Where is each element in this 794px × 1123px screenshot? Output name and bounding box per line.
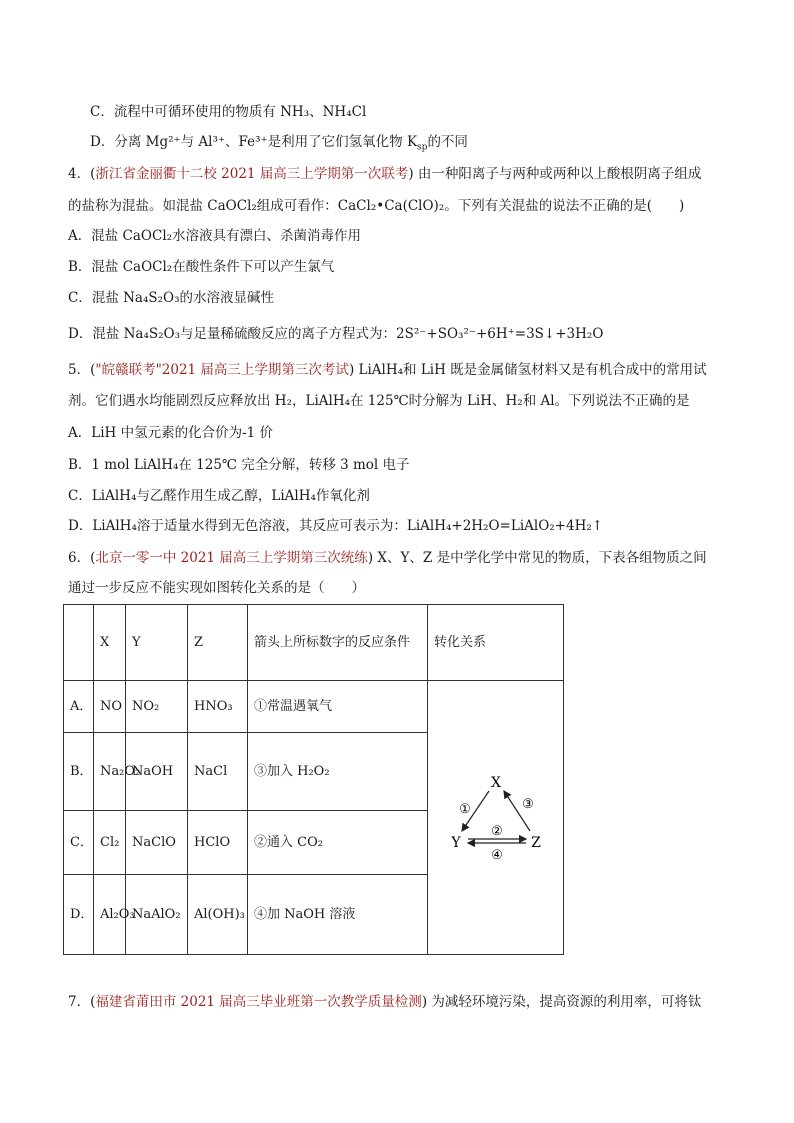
cell-condition: ④加 NaOH 溶液 <box>248 875 428 955</box>
cell-y: NaAlO₂ <box>126 875 188 955</box>
row-label: C． <box>64 811 94 875</box>
q6-stem-line2: 通过一步反应不能实现如图转化关系的是（ ） <box>68 580 365 596</box>
q5-option-b: B．1 mol LiAlH₄在 125℃ 完全分解，转移 3 mol 电子 <box>68 457 410 473</box>
q6-stem-text: ) X、Y、Z 是中学化学中常见的物质，下表各组物质之间 <box>367 550 707 566</box>
table-row <box>64 681 564 733</box>
q4-option-d: D．混盐 Na₄S₂O₃与足量稀硫酸反应的离子方程式为：2S²⁻+SO₃²⁻+6H⁺=3S↓+3H₂O <box>68 326 604 342</box>
q4-number: 4．( <box>68 166 96 182</box>
header-x: X <box>94 605 126 681</box>
cell-x: Na₂O₂ <box>94 733 126 811</box>
q4-option-a: A．混盐 CaOCl₂水溶液具有漂白、杀菌消毒作用 <box>68 228 362 244</box>
row-label: B． <box>64 733 94 811</box>
header-y: Y <box>126 605 188 681</box>
q6-table <box>63 604 564 955</box>
q7-stem-line1 <box>68 992 701 1012</box>
cell-z: NaCl <box>188 733 248 811</box>
cell-condition: ②通入 CO₂ <box>248 811 428 875</box>
q6-stem-line1 <box>68 548 707 568</box>
q4-option-c: C．混盐 Na₄S₂O₃的水溶液显碱性 <box>68 290 275 306</box>
cell-z: HNO₃ <box>188 681 248 733</box>
label-4: ④ <box>490 847 503 863</box>
cell-x: NO <box>94 681 126 733</box>
cell-x: Cl₂ <box>94 811 126 875</box>
header-blank <box>64 605 94 681</box>
cell-z: Al(OH)₃ <box>188 875 248 955</box>
header-relation: 转化关系 <box>428 605 564 681</box>
relation-diagram-cell <box>428 681 564 955</box>
header-condition: 箭头上所标数字的反应条件 <box>248 605 428 681</box>
cell-y: NaOH <box>126 733 188 811</box>
node-z: Z <box>530 834 541 851</box>
q5-option-d: D．LiAlH₄溶于适量水得到无色溶液，其反应可表示为：LiAlH₄+2H₂O=LiAlO₂+4H₂↑ <box>68 518 604 534</box>
q7-stem-text: ) 为减轻环境污染，提高资源的利用率，可将钛 <box>421 994 702 1010</box>
label-3: ③ <box>521 796 534 812</box>
q5-source: "皖赣联考"2021 届高三上学期第三次考试 <box>95 362 349 378</box>
node-x: X <box>490 774 501 791</box>
cell-condition: ③加入 H₂O₂ <box>248 733 428 811</box>
header-z: Z <box>188 605 248 681</box>
q5-option-c: C．LiAlH₄与乙醛作用生成乙醇，LiAlH₄作氧化剂 <box>68 488 370 504</box>
q4-option-b: B．混盐 CaOCl₂在酸性条件下可以产生氯气 <box>68 259 335 275</box>
cell-z: HClO <box>188 811 248 875</box>
q3-option-c: C．流程中可循环使用的物质有 NH₃、NH₄Cl <box>90 104 367 120</box>
row-label: D． <box>64 875 94 955</box>
row-label: A． <box>64 681 94 733</box>
label-2: ② <box>490 823 503 839</box>
q4-stem-line2: 的盐称为混盐。如混盐 CaOCl₂组成可看作：CaCl₂•Ca(ClO)₂。下列有关混盐的说法不正确的是( ) <box>68 198 685 214</box>
q4-stem-text: ) 由一种阳离子与两种或两种以上酸根阴离子组成 <box>408 166 702 182</box>
cell-y: NaClO <box>126 811 188 875</box>
table-header-row <box>64 605 564 681</box>
q5-number: 5．( <box>68 362 96 378</box>
q5-stem-line1 <box>68 360 707 380</box>
q5-stem-line2: 剂。它们遇水均能剧烈反应释放出 H₂，LiAlH₄在 125℃时分解为 LiH、H₂和 Al。下列说法不正确的是 <box>68 393 690 409</box>
cell-x: Al₂O₃ <box>94 875 126 955</box>
q6-number: 6．( <box>68 550 96 566</box>
cell-condition: ①常温遇氧气 <box>248 681 428 733</box>
q7-number: 7．( <box>68 994 96 1010</box>
label-1: ① <box>458 801 471 817</box>
node-y: Y <box>450 834 461 851</box>
q5-stem-text: ) LiAlH₄和 LiH 既是金属储氢材料又是有机合成中的常用试 <box>348 362 707 378</box>
q4-source: 浙江省金丽衢十二校 2021 届高三上学期第一次联考 <box>95 166 409 182</box>
cell-y: NO₂ <box>126 681 188 733</box>
transformation-diagram <box>446 773 546 863</box>
q7-source: 福建省莆田市 2021 届高三毕业班第一次教学质量检测 <box>95 994 422 1010</box>
q3-option-d: D．分离 Mg²⁺与 Al³⁺、Fe³⁺是利用了它们氢氧化物 $K_{sp}$的不同 <box>90 134 468 153</box>
q5-option-a: A．LiH 中氢元素的化合价为-1 价 <box>68 425 274 441</box>
q6-source: 北京一零一中 2021 届高三上学期第三次统练 <box>95 550 368 566</box>
q4-stem-line1 <box>68 164 701 184</box>
